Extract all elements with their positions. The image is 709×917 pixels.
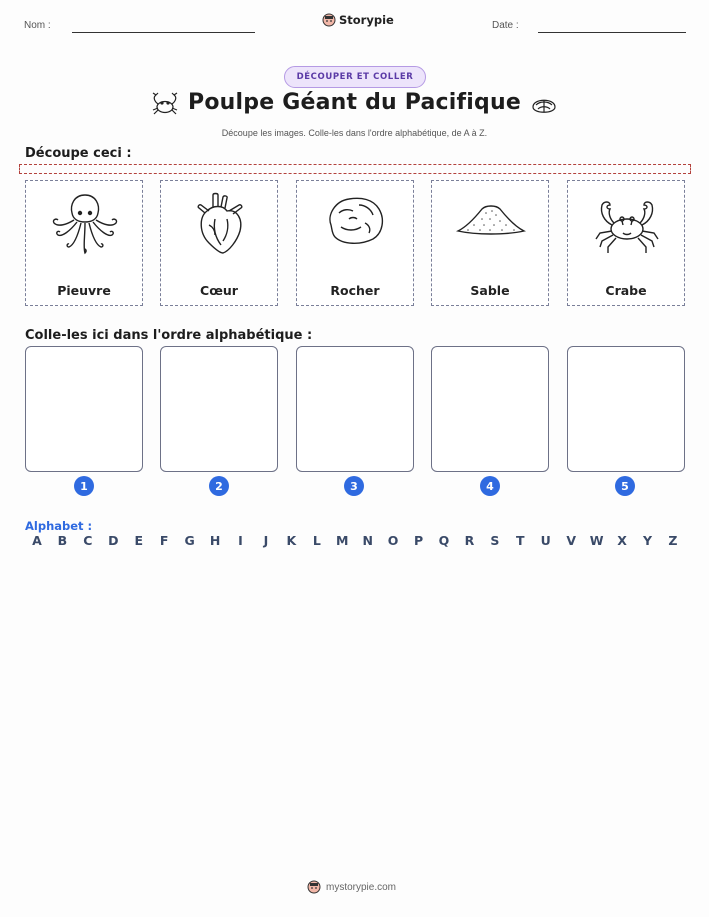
paste-slot-3[interactable] — [296, 346, 414, 472]
slot-number-badge: 1 — [74, 476, 94, 496]
alphabet-letter: I — [238, 533, 243, 548]
clam-icon — [530, 92, 558, 118]
paste-slot-5[interactable] — [567, 346, 685, 472]
card-label: Cœur — [200, 283, 238, 298]
cut-line — [19, 164, 691, 174]
alphabet-letter: A — [32, 533, 42, 548]
footer-site: mystorypie.com — [326, 881, 397, 893]
rock-icon — [321, 189, 391, 259]
paste-slot-4[interactable] — [431, 346, 549, 472]
alphabet-letter: S — [490, 533, 500, 548]
activity-badge: DÉCOUPER ET COLLER — [284, 66, 426, 88]
name-line — [72, 32, 255, 33]
alphabet-row — [25, 533, 685, 548]
octopus-icon — [50, 189, 120, 259]
alphabet-letter: L — [312, 533, 321, 548]
alphabet-letter: Z — [668, 533, 678, 548]
card-label: Sable — [470, 283, 510, 298]
storypie-mascot-icon — [307, 880, 321, 894]
cut-card-coeur[interactable] — [160, 180, 278, 306]
alphabet-letter: U — [540, 533, 551, 548]
alphabet-letter: T — [516, 533, 525, 548]
slot-number-badge: 4 — [480, 476, 500, 496]
alphabet-letter: V — [566, 533, 577, 548]
paste-heading: Colle-les ici dans l'ordre alphabétique : — [25, 328, 313, 343]
paste-slot-1[interactable] — [25, 346, 143, 472]
card-label: Rocher — [330, 283, 380, 298]
alphabet-letter: B — [57, 533, 68, 548]
card-label: Crabe — [605, 283, 647, 298]
alphabet-letter: K — [286, 533, 297, 548]
alphabet-letter: E — [134, 533, 144, 548]
cut-card-crabe[interactable] — [567, 180, 685, 306]
brand-logo — [322, 13, 394, 27]
card-label: Pieuvre — [57, 283, 111, 298]
cut-card-pieuvre[interactable] — [25, 180, 143, 306]
paste-slot-2[interactable] — [160, 346, 278, 472]
alphabet-letter: Q — [438, 533, 450, 548]
alphabet-letter: C — [83, 533, 93, 548]
storypie-mascot-icon — [322, 13, 336, 27]
heart-organ-icon — [185, 189, 255, 259]
slot-number-badge: 2 — [209, 476, 229, 496]
alphabet-letter: F — [159, 533, 169, 548]
crab-icon — [592, 189, 662, 259]
name-label: Nom : — [24, 20, 51, 31]
sand-icon — [456, 189, 526, 259]
alphabet-letter: H — [209, 533, 221, 548]
alphabet-letter: N — [362, 533, 373, 548]
brand-name: Storypie — [339, 13, 394, 27]
cut-heading: Découpe ceci : — [25, 146, 132, 161]
alphabet-letter: W — [589, 533, 604, 548]
slot-number-badge: 3 — [344, 476, 364, 496]
cut-card-rocher[interactable] — [296, 180, 414, 306]
alphabet-letter: X — [617, 533, 627, 548]
alphabet-letter: Y — [642, 533, 653, 548]
alphabet-letter: O — [387, 533, 399, 548]
alphabet-letter: D — [108, 533, 119, 548]
alphabet-title: Alphabet : — [25, 519, 93, 533]
footer — [307, 880, 396, 894]
alphabet-letter: J — [263, 533, 269, 548]
alphabet-letter: R — [464, 533, 475, 548]
date-line — [538, 32, 686, 33]
alphabet-letter: P — [413, 533, 424, 548]
instructions: Découpe les images. Colle-les dans l'ordre alphabétique, de A à Z. — [221, 128, 488, 138]
cut-card-sable[interactable] — [431, 180, 549, 306]
page-title: Poulpe Géant du Pacifique — [188, 90, 521, 115]
slot-number-badge: 5 — [615, 476, 635, 496]
date-label: Date : — [492, 20, 519, 31]
alphabet-letter: M — [336, 533, 349, 548]
alphabet-letter: G — [184, 533, 195, 548]
